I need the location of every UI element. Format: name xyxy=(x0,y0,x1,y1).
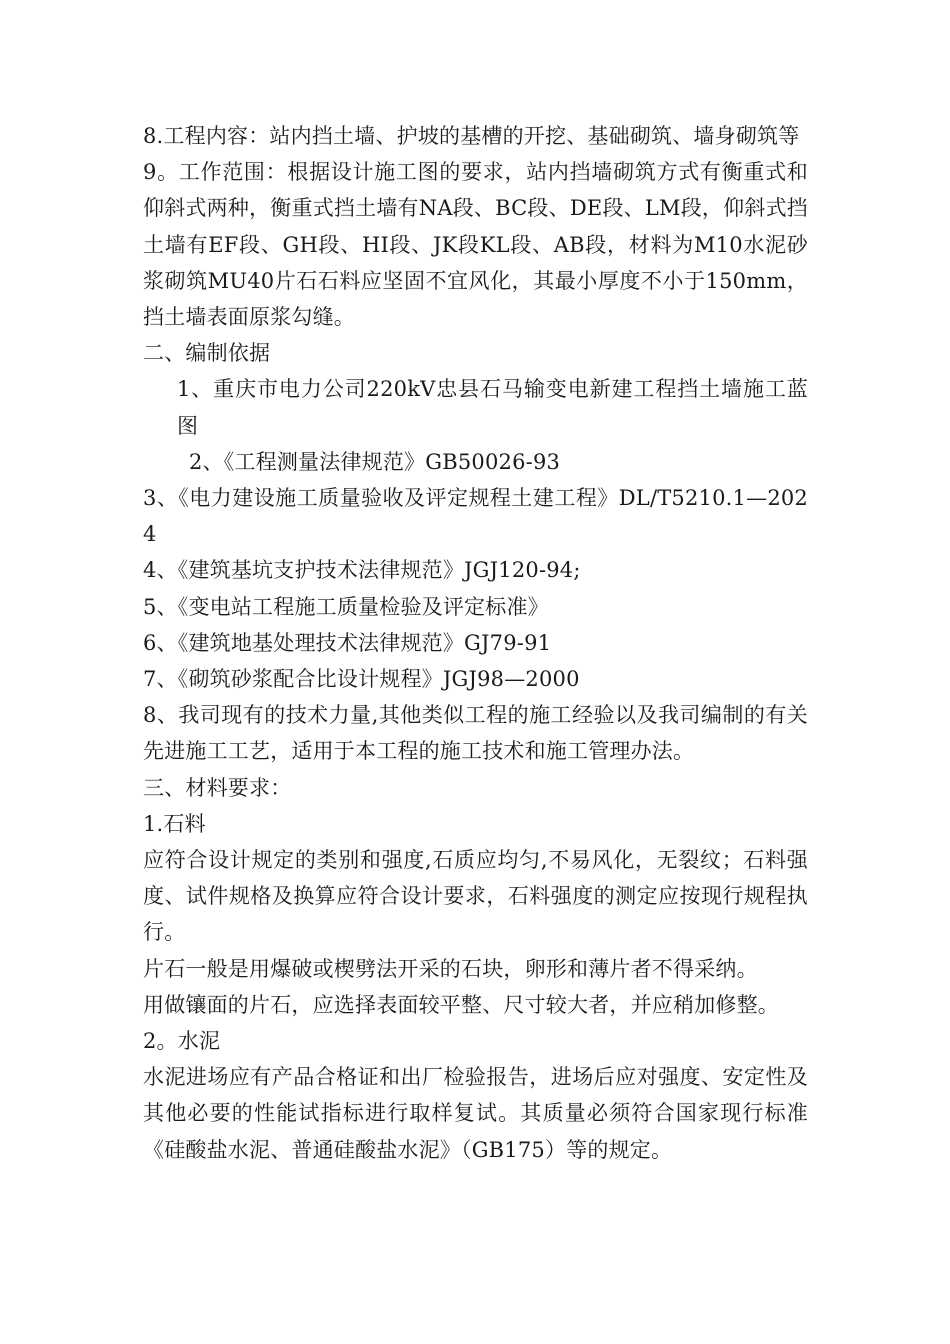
paragraph-scope-content: 8.工程内容：站内挡土墙、护坡的基槽的开挖、基础砌筑、墙身砌筑等 xyxy=(143,124,800,148)
document-body xyxy=(143,118,808,1168)
paragraph-cement-requirements: 水泥进场应有产品合格证和出厂检验报告，进场后应对强度、安定性及其他必要的性能试指标进行取样复试。其质量必须符合国家现行标准《硅酸盐水泥、普通硅酸盐水泥》（GB175）等的规定。 xyxy=(143,1065,808,1162)
basis-item-7: 7、《砌筑砂浆配合比设计规程》JGJ98—2000 xyxy=(143,667,580,692)
subheading-stone: 1.石料 xyxy=(143,811,206,836)
paragraph-facing-stone: 用做镶面的片石，应选择表面较平整、尺寸较大者，并应稍加修整。 xyxy=(143,992,779,1017)
paragraph-rubble-stone: 片石一般是用爆破或楔劈法开采的石块，卵形和薄片者不得采纳。 xyxy=(143,956,758,981)
basis-item-5: 5、《变电站工程施工质量检验及评定标准》 xyxy=(143,594,549,619)
section-heading-materials: 三、材料要求： xyxy=(143,775,292,800)
paragraph-stone-requirements: 应符合设计规定的类别和强度,石质应均匀,不易风化，无裂纹；石料强度、试件规格及换算应符合设计要求，石料强度的测定应按现行规程执行。 xyxy=(143,848,808,945)
basis-item-3: 3、《电力建设施工质量验收及评定规程土建工程》DL/T5210.1—2024 xyxy=(143,486,808,547)
subheading-cement: 2。水泥 xyxy=(143,1029,221,1054)
section-heading-basis: 二、编制依据 xyxy=(143,341,271,366)
basis-item-1: 1、重庆市电力公司220kV忠县石马输变电新建工程挡土墙施工蓝图 xyxy=(177,377,808,438)
basis-item-2: 2、《工程测量法律规范》GB50026-93 xyxy=(189,449,561,474)
basis-item-4: 4、《建筑基坑支护技术法律规范》JGJ120-94; xyxy=(143,558,581,583)
basis-item-6: 6、《建筑地基处理技术法律规范》GJ79-91 xyxy=(143,630,552,655)
paragraph-work-range: 9。工作范围：根据设计施工图的要求，站内挡墙砌筑方式有衡重式和仰斜式两种，衡重式挡土墙有NA段、BC段、DE段、LM段，仰斜式挡土墙有EF段、GH段、HI段、JK段KL段、AB段，材料为M10水泥砂浆砌筑MU40片石石料应坚固不宜风化，其最小厚度不小于150mm，挡土墙表面原浆勾缝。 xyxy=(143,160,808,330)
basis-item-8: 8、我司现有的技术力量,其他类似工程的施工经验以及我司编制的有关先进施工工艺，适用于本工程的施工技术和施工管理办法。 xyxy=(143,703,808,764)
